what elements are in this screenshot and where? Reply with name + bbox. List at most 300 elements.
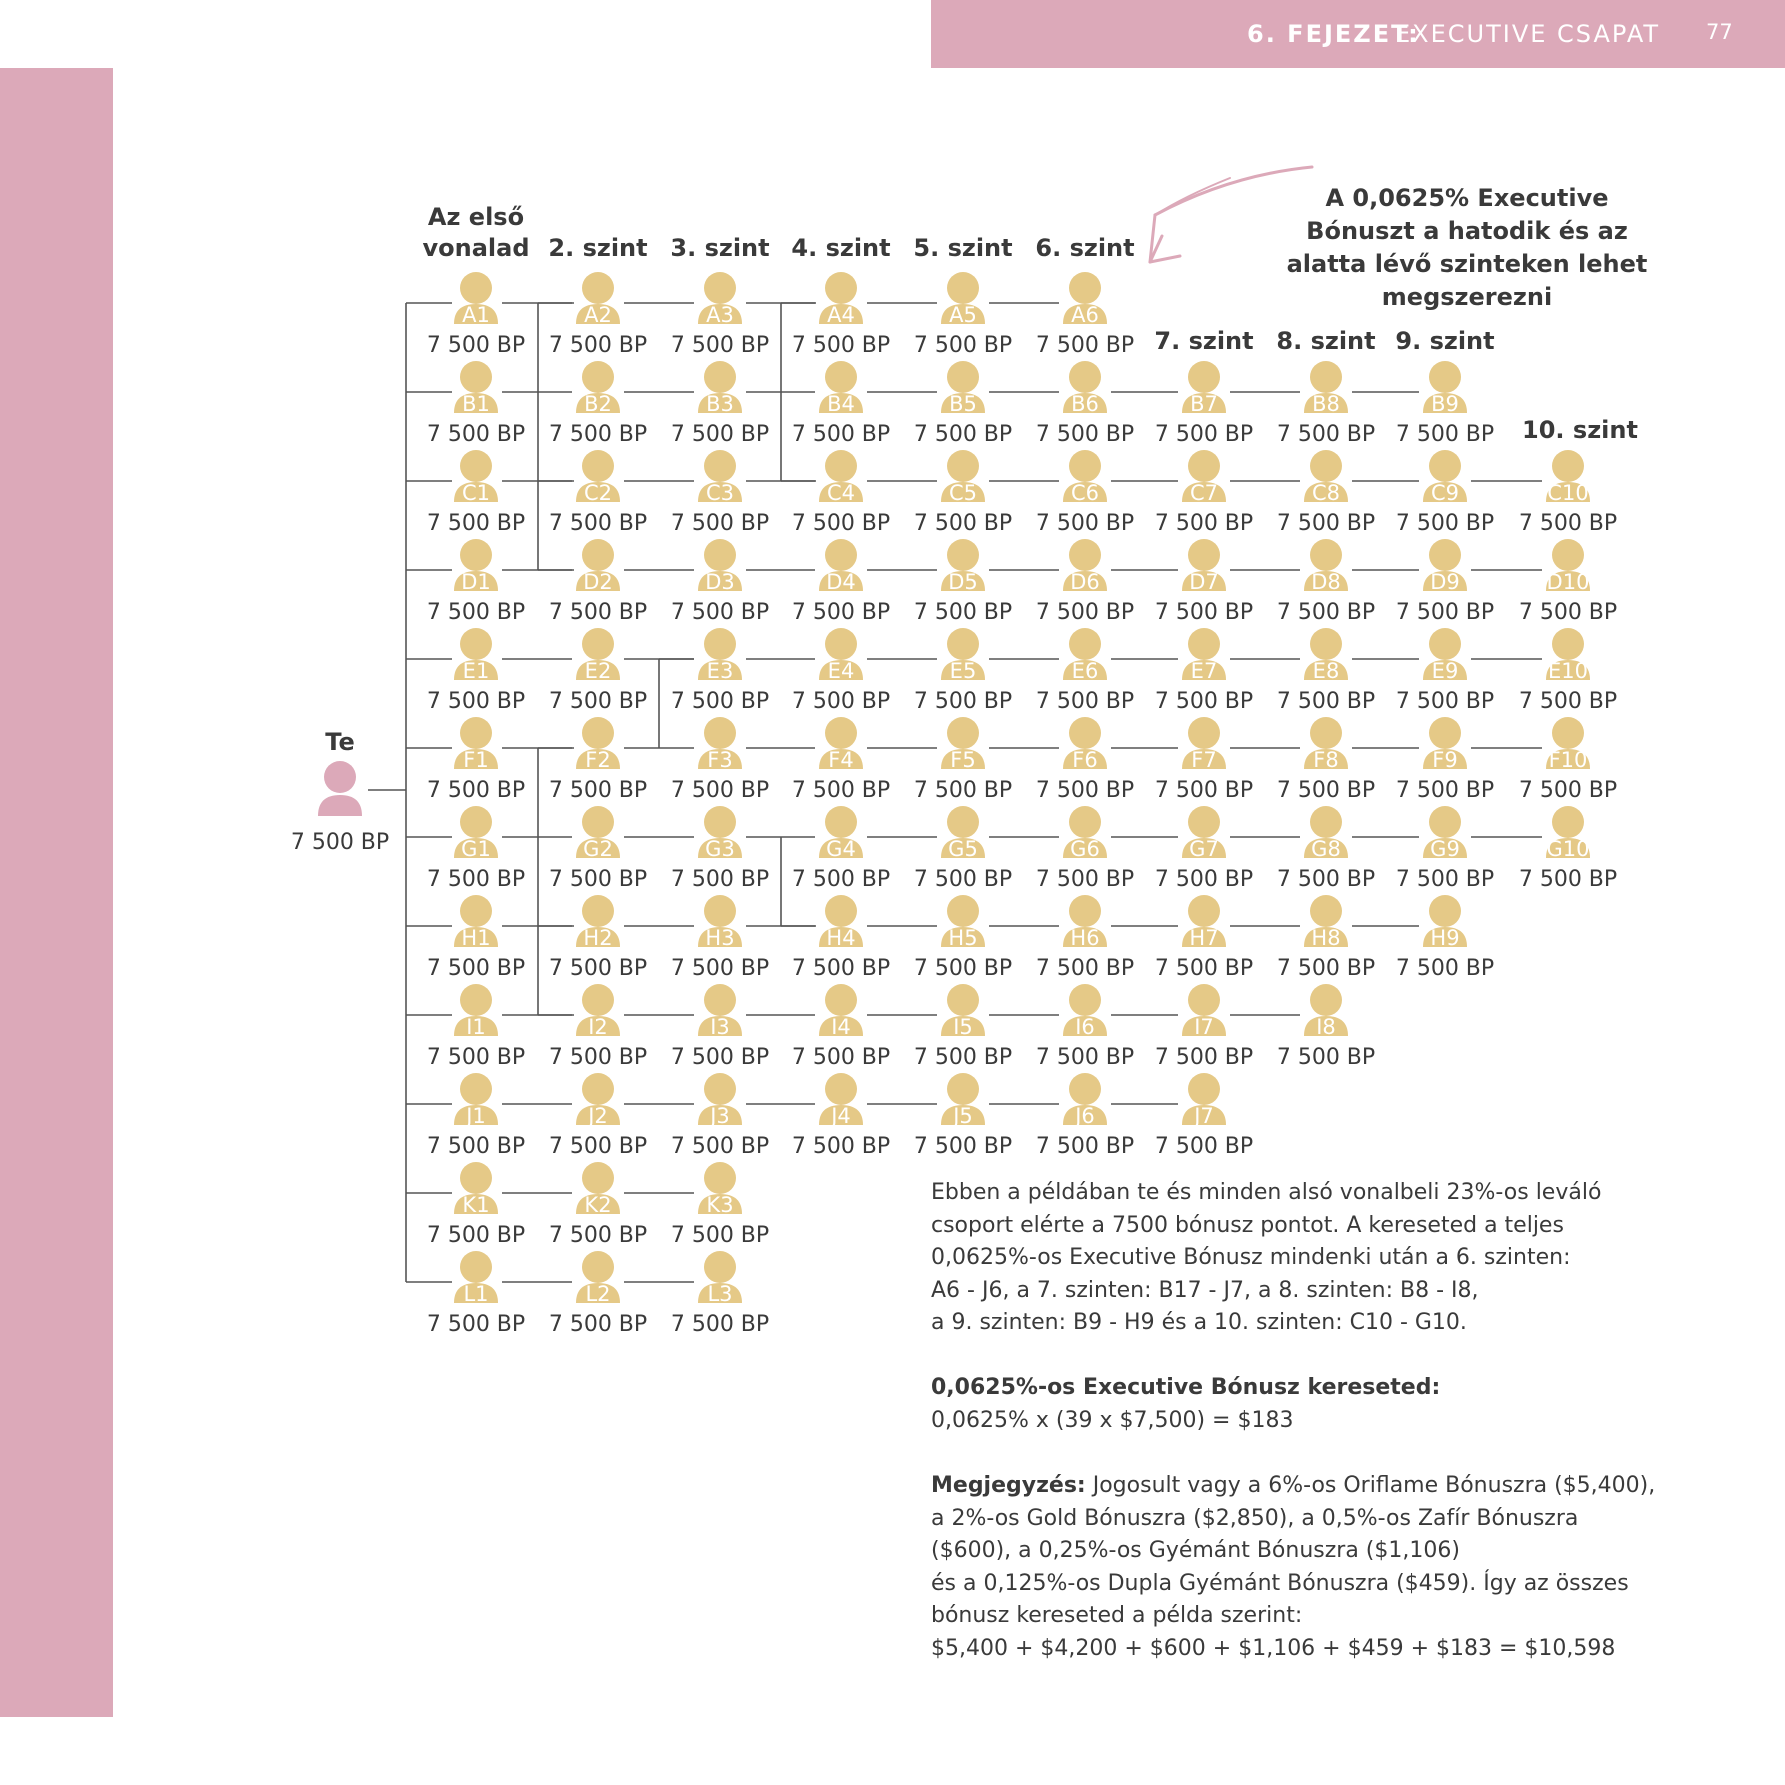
member-person-icon [1069, 628, 1101, 660]
member-label: B5 [949, 392, 977, 416]
member-person-icon [582, 628, 614, 660]
member-person-icon [704, 1073, 736, 1105]
member-label: D5 [948, 570, 978, 594]
member-label: G2 [583, 837, 613, 861]
member-label: A6 [1071, 303, 1099, 327]
member-person-icon [1552, 539, 1584, 571]
member-points: 7 500 BP [1276, 778, 1376, 803]
member-label: F9 [1432, 748, 1458, 772]
note-line: ($600), a 0,25%-os Gyémánt Bónuszra ($1,106) [931, 1538, 1460, 1563]
member-points: 7 500 BP [670, 511, 770, 536]
member-person-icon [947, 1073, 979, 1105]
member-person-icon [947, 272, 979, 304]
member-person-icon [1069, 717, 1101, 749]
member-points: 7 500 BP [426, 956, 526, 981]
member-person-icon [947, 984, 979, 1016]
member-person-icon [1552, 450, 1584, 482]
member-points: 7 500 BP [1518, 778, 1618, 803]
member-person-icon [1188, 984, 1220, 1016]
member-person-icon [1429, 539, 1461, 571]
page-number: 77 [1706, 20, 1733, 44]
member-label: D3 [705, 570, 735, 594]
member-points: 7 500 BP [426, 1134, 526, 1159]
member-person-icon [582, 450, 614, 482]
member-label: E10 [1548, 659, 1588, 683]
member-points: 7 500 BP [1035, 333, 1135, 358]
member-points: 7 500 BP [548, 778, 648, 803]
member-person-icon [1188, 450, 1220, 482]
member-label: J1 [466, 1104, 486, 1128]
level-header: 2. szint [548, 234, 648, 262]
member-person-icon [582, 895, 614, 927]
note-line: $5,400 + $4,200 + $600 + $1,106 + $459 + $183 = $10,598 [931, 1635, 1616, 1661]
member-label: H8 [1311, 926, 1341, 950]
member-person-icon [825, 539, 857, 571]
note-block [931, 1470, 1671, 1665]
member-person-icon [1188, 539, 1220, 571]
member-label: I5 [953, 1015, 973, 1039]
member-points: 7 500 BP [1154, 956, 1254, 981]
member-person-icon [1429, 450, 1461, 482]
member-person-icon [1310, 806, 1342, 838]
member-label: C7 [1189, 481, 1219, 505]
member-person-icon [460, 1162, 492, 1194]
member-person-icon [1188, 717, 1220, 749]
member-person-icon [947, 717, 979, 749]
member-person-icon [460, 628, 492, 660]
root-person-body [318, 795, 362, 816]
member-label: E7 [1190, 659, 1218, 683]
member-label: C6 [1070, 481, 1100, 505]
member-points: 7 500 BP [913, 333, 1013, 358]
member-label: F5 [950, 748, 976, 772]
member-points: 7 500 BP [1154, 689, 1254, 714]
member-label: F4 [828, 748, 854, 772]
member-points: 7 500 BP [1035, 600, 1135, 625]
member-points: 7 500 BP [1035, 689, 1135, 714]
member-points: 7 500 BP [791, 778, 891, 803]
member-label: C9 [1430, 481, 1460, 505]
level-header: 7. szint [1154, 327, 1254, 355]
member-label: J2 [588, 1104, 608, 1128]
member-points: 7 500 BP [1035, 1045, 1135, 1070]
member-points: 7 500 BP [913, 867, 1013, 892]
member-person-icon [825, 895, 857, 927]
member-points: 7 500 BP [426, 511, 526, 536]
member-person-icon [704, 1251, 736, 1283]
member-label: I1 [466, 1015, 486, 1039]
member-person-icon [825, 984, 857, 1016]
member-label: E4 [827, 659, 855, 683]
member-points: 7 500 BP [1035, 956, 1135, 981]
member-points: 7 500 BP [670, 600, 770, 625]
member-points: 7 500 BP [670, 778, 770, 803]
member-points: 7 500 BP [426, 333, 526, 358]
member-points: 7 500 BP [791, 422, 891, 447]
member-person-icon [1429, 628, 1461, 660]
member-points: 7 500 BP [913, 1045, 1013, 1070]
member-label: I3 [710, 1015, 730, 1039]
member-points: 7 500 BP [1154, 867, 1254, 892]
member-label: G9 [1430, 837, 1460, 861]
member-points: 7 500 BP [1395, 956, 1495, 981]
member-person-icon [1429, 717, 1461, 749]
member-label: F1 [463, 748, 489, 772]
earnings-formula [931, 1372, 1671, 1437]
member-points: 7 500 BP [670, 1045, 770, 1070]
member-points: 7 500 BP [1276, 1045, 1376, 1070]
member-person-icon [582, 984, 614, 1016]
member-person-icon [1188, 895, 1220, 927]
member-person-icon [825, 806, 857, 838]
note-label: Megjegyzés: [931, 1473, 1086, 1498]
member-person-icon [1429, 806, 1461, 838]
member-label: K1 [462, 1193, 490, 1217]
level-header: 10. szint [1522, 416, 1638, 444]
member-person-icon [1188, 361, 1220, 393]
member-person-icon [460, 1251, 492, 1283]
member-person-icon [1069, 450, 1101, 482]
root-label: Te [325, 728, 355, 756]
member-label: J6 [1075, 1104, 1095, 1128]
member-label: D7 [1189, 570, 1219, 594]
member-person-icon [1069, 984, 1101, 1016]
member-points: 7 500 BP [1154, 1045, 1254, 1070]
member-points: 7 500 BP [426, 1223, 526, 1248]
member-points: 7 500 BP [1035, 778, 1135, 803]
member-label: C10 [1547, 481, 1589, 505]
member-person-icon [1069, 272, 1101, 304]
member-person-icon [582, 272, 614, 304]
member-person-icon [947, 628, 979, 660]
member-person-icon [704, 539, 736, 571]
member-person-icon [947, 539, 979, 571]
member-points: 7 500 BP [1276, 867, 1376, 892]
member-label: G3 [705, 837, 735, 861]
member-label: F10 [1548, 748, 1588, 772]
member-person-icon [947, 450, 979, 482]
member-label: F8 [1313, 748, 1339, 772]
member-points: 7 500 BP [791, 600, 891, 625]
level-header: 3. szint [670, 234, 770, 262]
member-label: F2 [585, 748, 611, 772]
member-points: 7 500 BP [426, 422, 526, 447]
example-line: 0,0625%-os Executive Bónusz mindenki után a 6. szinten: [931, 1245, 1571, 1270]
member-label: B7 [1190, 392, 1218, 416]
member-person-icon [582, 539, 614, 571]
member-person-icon [582, 1162, 614, 1194]
member-person-icon [1429, 361, 1461, 393]
member-points: 7 500 BP [1276, 511, 1376, 536]
member-label: E2 [584, 659, 612, 683]
member-person-icon [582, 1073, 614, 1105]
member-person-icon [947, 361, 979, 393]
executive-bonus-callout: A 0,0625% Executive Bónuszt a hatodik és az alatta lévő szinteken lehet megszerezni [1286, 184, 1648, 311]
member-person-icon [1069, 895, 1101, 927]
member-person-icon [1069, 539, 1101, 571]
member-points: 7 500 BP [426, 1312, 526, 1337]
member-label: C2 [583, 481, 613, 505]
member-points: 7 500 BP [548, 956, 648, 981]
member-points: 7 500 BP [548, 422, 648, 447]
member-points: 7 500 BP [426, 778, 526, 803]
member-points: 7 500 BP [1395, 422, 1495, 447]
member-person-icon [460, 272, 492, 304]
member-label: B8 [1312, 392, 1340, 416]
member-label: E5 [949, 659, 977, 683]
member-points: 7 500 BP [1154, 422, 1254, 447]
member-label: H2 [583, 926, 613, 950]
member-points: 7 500 BP [1035, 422, 1135, 447]
member-person-icon [1310, 984, 1342, 1016]
member-label: A5 [949, 303, 977, 327]
member-label: H5 [948, 926, 978, 950]
member-label: I4 [831, 1015, 851, 1039]
member-label: B1 [462, 392, 490, 416]
member-label: D4 [826, 570, 856, 594]
member-person-icon [704, 895, 736, 927]
member-person-icon [1188, 628, 1220, 660]
member-points: 7 500 BP [1035, 1134, 1135, 1159]
note-line: és a 0,125%-os Dupla Gyémánt Bónuszra ($459). Így az összes [931, 1570, 1629, 1596]
member-label: J7 [1194, 1104, 1214, 1128]
member-points: 7 500 BP [548, 1223, 648, 1248]
member-label: J4 [831, 1104, 851, 1128]
member-label: H7 [1189, 926, 1219, 950]
member-person-icon [1069, 1073, 1101, 1105]
member-person-icon [582, 1251, 614, 1283]
member-points: 7 500 BP [1154, 600, 1254, 625]
member-person-icon [704, 272, 736, 304]
member-person-icon [1188, 806, 1220, 838]
member-person-icon [1069, 806, 1101, 838]
member-label: I7 [1194, 1015, 1214, 1039]
member-label: B3 [706, 392, 734, 416]
member-person-icon [460, 895, 492, 927]
member-label: F3 [707, 748, 733, 772]
member-label: L3 [707, 1282, 733, 1306]
member-label: J3 [710, 1104, 730, 1128]
member-label: A1 [462, 303, 490, 327]
member-points: 7 500 BP [548, 1045, 648, 1070]
member-person-icon [460, 806, 492, 838]
member-label: H1 [461, 926, 491, 950]
level-header: 4. szint [791, 234, 891, 262]
member-label: B9 [1431, 392, 1459, 416]
member-points: 7 500 BP [548, 1312, 648, 1337]
member-label: C3 [705, 481, 735, 505]
member-points: 7 500 BP [548, 600, 648, 625]
member-label: D10 [1546, 570, 1590, 594]
member-points: 7 500 BP [670, 422, 770, 447]
member-points: 7 500 BP [1154, 511, 1254, 536]
member-person-icon [825, 628, 857, 660]
member-points: 7 500 BP [670, 333, 770, 358]
member-person-icon [947, 895, 979, 927]
member-points: 7 500 BP [1518, 600, 1618, 625]
note-line: a 2%-os Gold Bónuszra ($2,850), a 0,5%-os Zafír Bónuszra [931, 1505, 1579, 1531]
member-points: 7 500 BP [791, 333, 891, 358]
member-points: 7 500 BP [426, 867, 526, 892]
formula-text: 0,0625% x (39 x $7,500) = $183 [931, 1407, 1294, 1433]
member-label: D6 [1070, 570, 1100, 594]
member-label: G10 [1546, 837, 1590, 861]
member-person-icon [1310, 717, 1342, 749]
chapter-title: EXECUTIVE CSAPAT [1395, 20, 1661, 48]
member-points: 7 500 BP [1276, 422, 1376, 447]
member-label: F7 [1191, 748, 1217, 772]
member-points: 7 500 BP [913, 689, 1013, 714]
member-person-icon [1552, 628, 1584, 660]
member-label: I6 [1075, 1015, 1095, 1039]
root-points: 7 500 BP [290, 830, 390, 855]
member-person-icon [1310, 628, 1342, 660]
member-points: 7 500 BP [548, 867, 648, 892]
member-person-icon [704, 450, 736, 482]
member-person-icon [1552, 717, 1584, 749]
member-label: C8 [1311, 481, 1341, 505]
member-person-icon [825, 717, 857, 749]
member-points: 7 500 BP [1395, 689, 1495, 714]
member-label: G8 [1311, 837, 1341, 861]
member-label: H6 [1070, 926, 1100, 950]
member-points: 7 500 BP [426, 689, 526, 714]
member-points: 7 500 BP [670, 689, 770, 714]
member-person-icon [825, 272, 857, 304]
member-points: 7 500 BP [791, 1045, 891, 1070]
member-person-icon [460, 984, 492, 1016]
level-header: 9. szint [1395, 327, 1495, 355]
member-label: D9 [1430, 570, 1460, 594]
member-label: H4 [826, 926, 856, 950]
member-points: 7 500 BP [426, 1045, 526, 1070]
member-label: K3 [706, 1193, 734, 1217]
member-points: 7 500 BP [913, 778, 1013, 803]
callout-arrow-head [1150, 256, 1180, 262]
member-person-icon [825, 450, 857, 482]
member-label: B6 [1071, 392, 1099, 416]
member-label: C1 [461, 481, 491, 505]
member-person-icon [1552, 806, 1584, 838]
member-label: C4 [826, 481, 856, 505]
member-points: 7 500 BP [670, 1312, 770, 1337]
member-label: G1 [461, 837, 491, 861]
member-points: 7 500 BP [548, 333, 648, 358]
member-person-icon [460, 361, 492, 393]
member-points: 7 500 BP [1276, 689, 1376, 714]
member-label: H3 [705, 926, 735, 950]
member-points: 7 500 BP [791, 511, 891, 536]
member-points: 7 500 BP [1276, 956, 1376, 981]
member-person-icon [704, 984, 736, 1016]
note-first-line: Jogosult vagy a 6%-os Oriflame Bónuszra ($5,400), [1092, 1473, 1656, 1498]
member-points: 7 500 BP [1154, 778, 1254, 803]
level-header: 5. szint [913, 234, 1013, 262]
member-points: 7 500 BP [913, 956, 1013, 981]
member-label: B2 [584, 392, 612, 416]
member-points: 7 500 BP [548, 511, 648, 536]
member-label: C5 [948, 481, 978, 505]
member-points: 7 500 BP [670, 1134, 770, 1159]
member-points: 7 500 BP [791, 689, 891, 714]
member-label: E3 [706, 659, 734, 683]
member-points: 7 500 BP [670, 867, 770, 892]
member-points: 7 500 BP [913, 422, 1013, 447]
member-label: B4 [827, 392, 855, 416]
member-label: E1 [462, 659, 490, 683]
chapter-label: 6. FEJEZET: [1247, 20, 1420, 48]
member-points: 7 500 BP [1395, 778, 1495, 803]
member-points: 7 500 BP [426, 600, 526, 625]
member-person-icon [1188, 1073, 1220, 1105]
member-person-icon [1310, 361, 1342, 393]
member-label: A4 [827, 303, 855, 327]
example-explanation [931, 1177, 1671, 1340]
first-line-header: Az első [427, 203, 525, 231]
member-person-icon [582, 806, 614, 838]
member-person-icon [704, 628, 736, 660]
member-person-icon [1069, 361, 1101, 393]
member-person-icon [460, 539, 492, 571]
member-points: 7 500 BP [670, 1223, 770, 1248]
member-points: 7 500 BP [913, 511, 1013, 536]
member-label: K2 [584, 1193, 612, 1217]
member-points: 7 500 BP [1395, 600, 1495, 625]
member-person-icon [704, 806, 736, 838]
member-label: E9 [1431, 659, 1459, 683]
member-label: G6 [1070, 837, 1100, 861]
member-label: G4 [826, 837, 856, 861]
member-person-icon [460, 450, 492, 482]
formula-title: 0,0625%-os Executive Bónusz kereseted: [931, 1375, 1441, 1400]
member-points: 7 500 BP [1395, 867, 1495, 892]
member-person-icon [825, 1073, 857, 1105]
member-points: 7 500 BP [1518, 689, 1618, 714]
member-points: 7 500 BP [913, 600, 1013, 625]
member-label: F6 [1072, 748, 1098, 772]
member-label: I8 [1316, 1015, 1336, 1039]
member-label: L1 [463, 1282, 489, 1306]
member-points: 7 500 BP [548, 689, 648, 714]
member-person-icon [704, 1162, 736, 1194]
member-label: A3 [706, 303, 734, 327]
member-points: 7 500 BP [1518, 511, 1618, 536]
example-line: a 9. szinten: B9 - H9 és a 10. szinten: C10 - G10. [931, 1310, 1467, 1335]
member-points: 7 500 BP [1395, 511, 1495, 536]
member-label: J5 [953, 1104, 973, 1128]
member-person-icon [460, 717, 492, 749]
member-label: D2 [583, 570, 613, 594]
member-person-icon [460, 1073, 492, 1105]
member-label: A2 [584, 303, 612, 327]
member-label: I2 [588, 1015, 608, 1039]
member-person-icon [1429, 895, 1461, 927]
member-label: H9 [1430, 926, 1460, 950]
member-label: E8 [1312, 659, 1340, 683]
member-points: 7 500 BP [1276, 600, 1376, 625]
member-points: 7 500 BP [670, 956, 770, 981]
member-person-icon [1310, 450, 1342, 482]
member-person-icon [704, 361, 736, 393]
member-points: 7 500 BP [791, 1134, 891, 1159]
member-label: D1 [461, 570, 491, 594]
member-label: D8 [1311, 570, 1341, 594]
example-line: A6 - J6, a 7. szinten: B17 - J7, a 8. szinten: B8 - I8, [931, 1277, 1479, 1303]
member-person-icon [704, 717, 736, 749]
member-person-icon [1310, 539, 1342, 571]
member-person-icon [825, 361, 857, 393]
root-person-icon [324, 761, 356, 793]
